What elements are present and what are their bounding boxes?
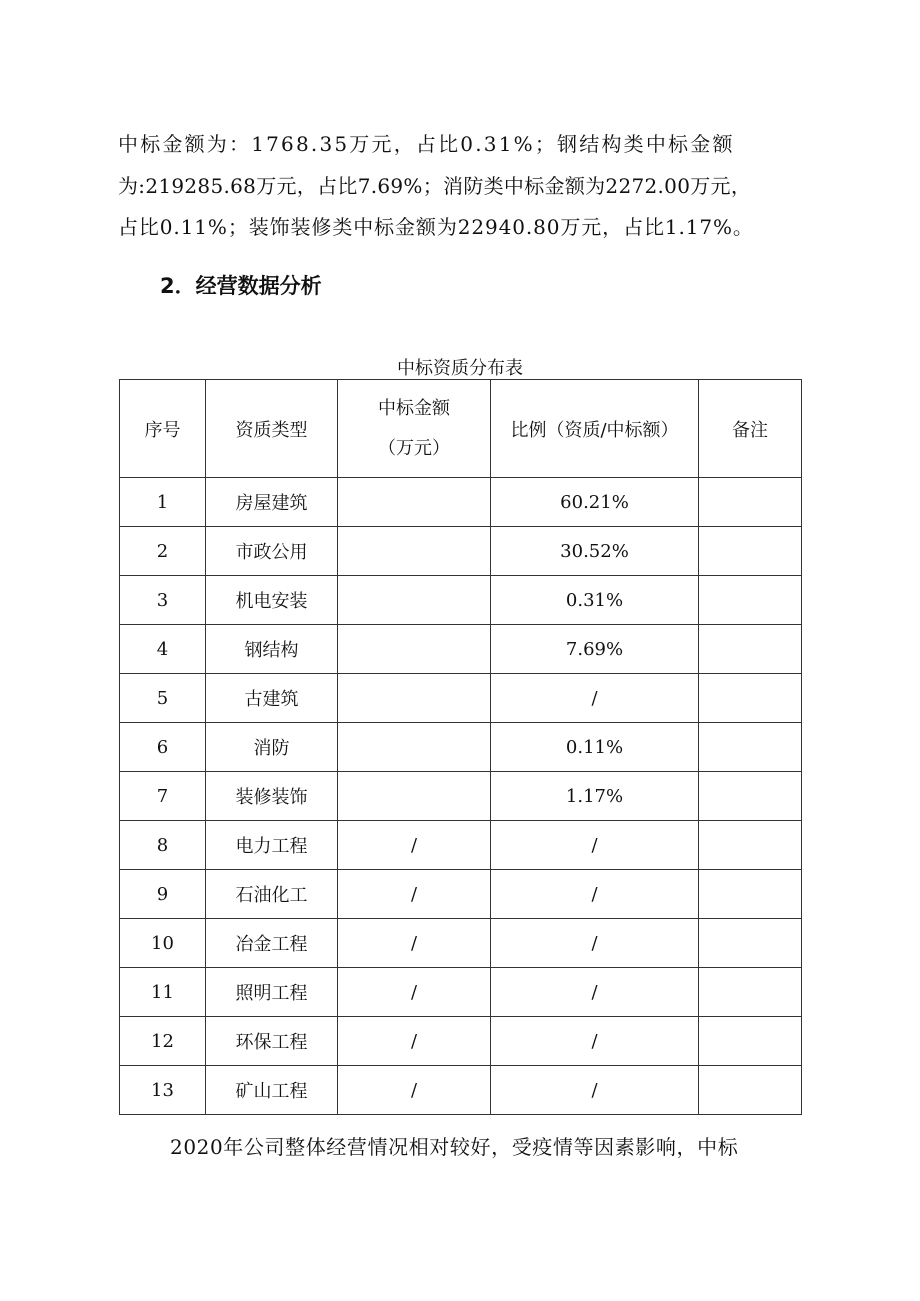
table-row <box>120 870 802 919</box>
table-caption: 中标资质分布表 <box>397 358 523 379</box>
cell-note <box>699 527 802 576</box>
cell-no: 5 <box>120 674 206 723</box>
cell-type: 石油化工 <box>206 870 338 919</box>
cell-no: 11 <box>120 968 206 1017</box>
cell-ratio: 0.11% <box>491 723 699 772</box>
cell-no: 12 <box>120 1017 206 1066</box>
header-type: 资质类型 <box>206 380 338 478</box>
cell-note <box>699 870 802 919</box>
header-amount <box>338 380 491 478</box>
cell-type: 古建筑 <box>206 674 338 723</box>
paragraph-line-2: 为:219285.68万元，占比7.69%；消防类中标金额为2272.00万元， <box>118 174 752 198</box>
header-note: 备注 <box>699 380 802 478</box>
cell-note <box>699 723 802 772</box>
table-row <box>120 527 802 576</box>
closing-paragraph-line: 2020年公司整体经营情况相对较好，受疫情等因素影响，中标 <box>170 1135 739 1159</box>
cell-amount <box>338 723 491 772</box>
table-row <box>120 576 802 625</box>
cell-amount: / <box>338 919 491 968</box>
header-ratio: 比例（资质/中标额） <box>491 380 699 478</box>
cell-no: 8 <box>120 821 206 870</box>
table-row <box>120 919 802 968</box>
cell-note <box>699 576 802 625</box>
cell-ratio: / <box>491 821 699 870</box>
cell-amount <box>338 674 491 723</box>
cell-no: 9 <box>120 870 206 919</box>
cell-ratio: 1.17% <box>491 772 699 821</box>
cell-type: 环保工程 <box>206 1017 338 1066</box>
cell-ratio: 30.52% <box>491 527 699 576</box>
cell-amount <box>338 625 491 674</box>
cell-type: 房屋建筑 <box>206 478 338 527</box>
table-row <box>120 478 802 527</box>
table-row <box>120 1066 802 1115</box>
cell-type: 装修装饰 <box>206 772 338 821</box>
table-row <box>120 821 802 870</box>
cell-amount: / <box>338 821 491 870</box>
qualification-table <box>119 379 802 1115</box>
cell-note <box>699 674 802 723</box>
cell-ratio: / <box>491 870 699 919</box>
cell-no: 6 <box>120 723 206 772</box>
cell-note <box>699 478 802 527</box>
table-row <box>120 772 802 821</box>
cell-ratio: 60.21% <box>491 478 699 527</box>
cell-type: 钢结构 <box>206 625 338 674</box>
cell-note <box>699 772 802 821</box>
cell-no: 7 <box>120 772 206 821</box>
cell-ratio: / <box>491 1066 699 1115</box>
cell-amount <box>338 527 491 576</box>
header-amount-line2: （万元） <box>378 437 450 459</box>
cell-note <box>699 968 802 1017</box>
cell-type: 机电安装 <box>206 576 338 625</box>
cell-note <box>699 919 802 968</box>
cell-note <box>699 1066 802 1115</box>
cell-type: 矿山工程 <box>206 1066 338 1115</box>
cell-type: 冶金工程 <box>206 919 338 968</box>
cell-note <box>699 1017 802 1066</box>
cell-amount <box>338 576 491 625</box>
cell-ratio: / <box>491 919 699 968</box>
cell-no: 13 <box>120 1066 206 1115</box>
cell-ratio: 0.31% <box>491 576 699 625</box>
cell-ratio: / <box>491 1017 699 1066</box>
cell-ratio: / <box>491 968 699 1017</box>
cell-type: 电力工程 <box>206 821 338 870</box>
paragraph-line-1: 中标金额为：1768.35万元，占比0.31%；钢结构类中标金额 <box>118 132 735 156</box>
cell-amount: / <box>338 1017 491 1066</box>
cell-no: 10 <box>120 919 206 968</box>
cell-amount: / <box>338 870 491 919</box>
header-amount-line1: 中标金额 <box>378 397 450 419</box>
cell-no: 1 <box>120 478 206 527</box>
cell-no: 2 <box>120 527 206 576</box>
paragraph-line-3: 占比0.11%；装饰装修类中标金额为22940.80万元，占比1.17%。 <box>118 215 754 239</box>
section-heading: 2．经营数据分析 <box>160 274 322 298</box>
cell-type: 市政公用 <box>206 527 338 576</box>
cell-amount <box>338 772 491 821</box>
cell-amount: / <box>338 968 491 1017</box>
cell-note <box>699 625 802 674</box>
cell-type: 照明工程 <box>206 968 338 1017</box>
table-header-row <box>120 380 802 478</box>
table-row <box>120 674 802 723</box>
header-no: 序号 <box>120 380 206 478</box>
table-row <box>120 968 802 1017</box>
cell-ratio: / <box>491 674 699 723</box>
table-row <box>120 723 802 772</box>
cell-ratio: 7.69% <box>491 625 699 674</box>
cell-amount <box>338 478 491 527</box>
cell-amount: / <box>338 1066 491 1115</box>
cell-no: 3 <box>120 576 206 625</box>
table-row <box>120 625 802 674</box>
table-row <box>120 1017 802 1066</box>
cell-note <box>699 821 802 870</box>
cell-no: 4 <box>120 625 206 674</box>
cell-type: 消防 <box>206 723 338 772</box>
